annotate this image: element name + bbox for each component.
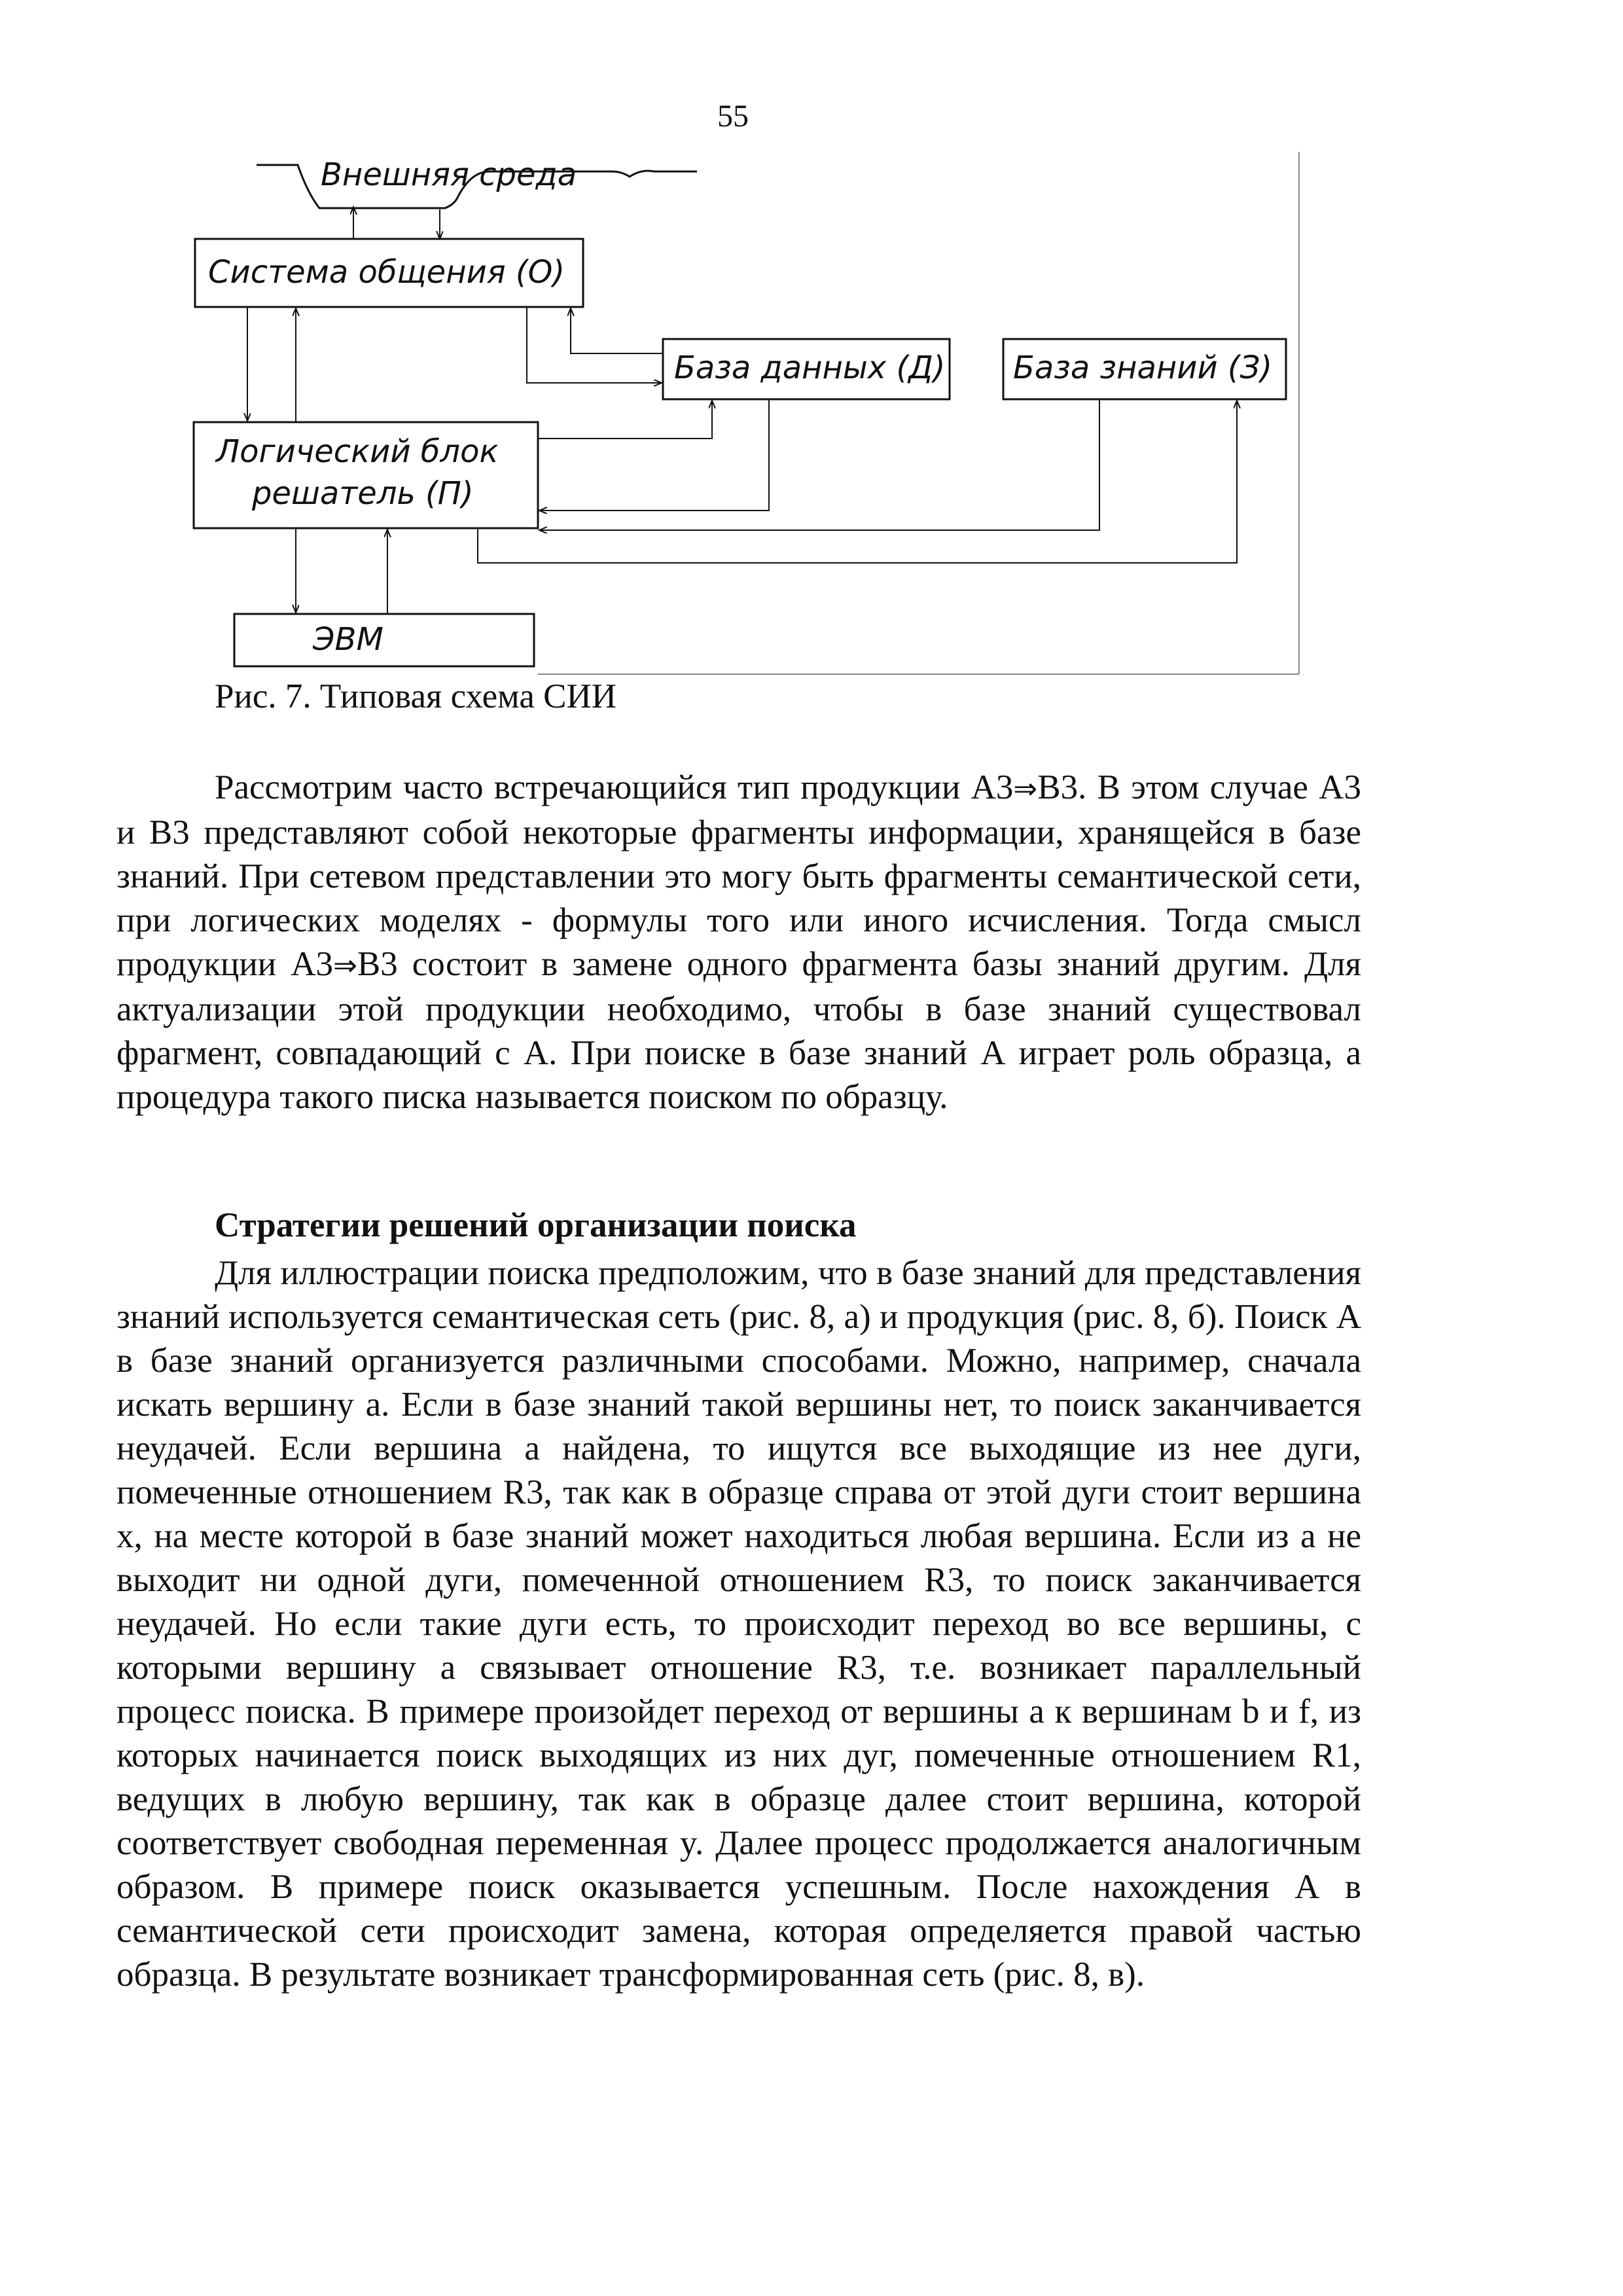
solver-label-line1: Логический блок <box>216 433 499 470</box>
implies-symbol: ⇒ <box>332 949 357 982</box>
knowledge-base-label: База знаний (З) <box>1013 350 1273 386</box>
figure-7-diagram <box>0 0 1623 694</box>
computer-box <box>234 614 534 666</box>
computer-label: ЭВМ <box>313 621 383 658</box>
page-number: 55 <box>717 99 749 134</box>
implies-symbol: ⇒ <box>1013 772 1038 806</box>
paragraph-productions: Рассмотрим часто встречающийся тип продукции А3⇒В3. В этом случае А3 и В3 представляют собой некоторые фрагменты информации, хранящейся в базе знаний. При сетевом представлении это могу быть фрагменты семантической сети, при логических моделях - формулы того или иного исчисления. Тогда смысл продукции А3⇒В3 состоит в замене одного фрагмента базы знаний другим. Для актуализации этой продукции необходимо, чтобы в базе знаний существовал фрагмент, совпадающий с А. При поиске в базе знаний А играет роль образца, а процедура такого писка называется поиском по образцу. <box>116 768 1361 1116</box>
section-heading: Стратегии решений организации поиска <box>215 1206 857 1244</box>
database-label: База данных (Д) <box>674 350 946 386</box>
paragraph-search-strategies: Для иллюстрации поиска предположим, что в базе знаний для представления знаний используется семантическая сеть (рис. 8, а) и продукция (рис. 8, б). Поиск А в базе знаний организуется различными способами. Можно, например, сначала искать вершину a. Если в базе знаний такой вершины нет, то поиск заканчивается неудачей. Если вершина a найдена, то ищутся все выходящие из нее дуги, помеченные отношением R3, так как в образце справа от этой дуги стоит вершина x, на месте которой в базе знаний может находиться любая вершина. Если из a не выходит ни одной дуги, помеченной отношением R3, то поиск заканчивается неудачей. Но если такие дуги есть, то происходит переход во все вершины, с которыми вершину a связывает отношение R3, т.е. возникает параллельный процесс поиска. В примере произойдет переход от вершины a к вершинам b и f, из которых начинается поиск выходящих из них дуг, помеченные отношением R1, ведущих в любую вершину, так как в образце далее стоит вершина, которой соответствует свободная переменная y. Далее процесс продолжается аналогичным образом. В примере поиск оказывается успешным. После нахождения А в семантической сети происходит замена, которая определяется правой частью образца. В результате возникает трансформированная сеть (рис. 8, в). <box>116 1254 1361 1994</box>
solver-label-line2: решатель (П) <box>252 475 474 512</box>
communication-system-label: Система общения (О) <box>208 254 565 291</box>
figure-caption: Рис. 7. Типовая схема СИИ <box>215 677 617 715</box>
environment-label: Внешняя среда <box>321 156 577 193</box>
